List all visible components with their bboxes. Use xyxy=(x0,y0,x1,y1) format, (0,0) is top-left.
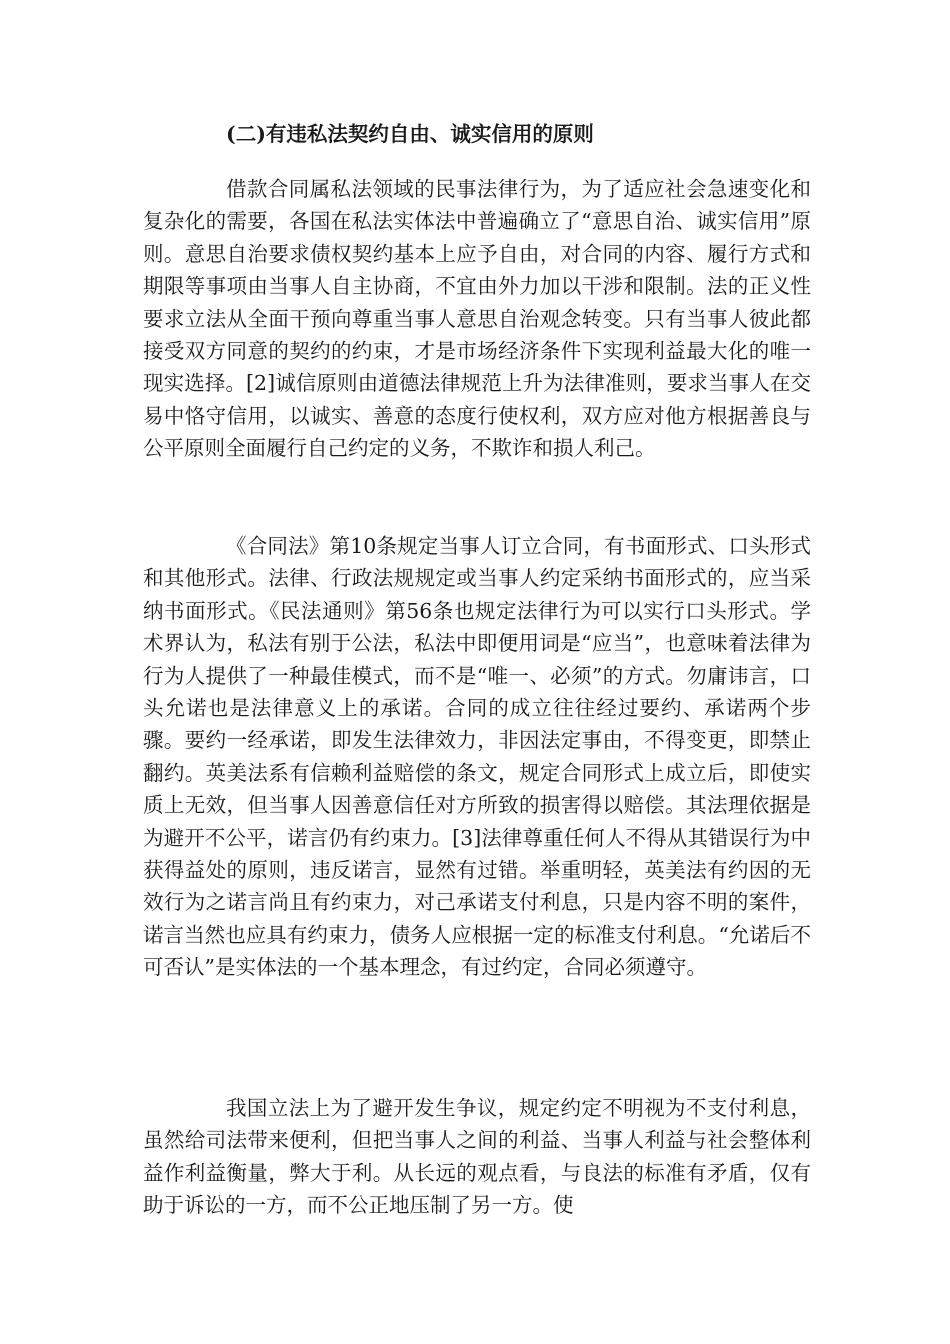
section-heading: (二)有违私法契约自由、诚实信用的原则 xyxy=(226,122,594,146)
paragraph-2: 《合同法》第10条规定当事人订立合同，有书面形式、口头形式和其他形式。法律、行政法规规定或当事人约定采纳书面形式的，应当采纳书面形式。《民法通则》第56条也规定法律行为可以实行口头形式。学术界认为，私法有别于公法，私法中即便用词是“应当”，也意味着法律为行为人提供了一种最佳模式，而不是“唯一、必须”的方式。勿庸讳言，口头允诺也是法律意义上的承诺。合同的成立往往经过要约、承诺两个步骤。要约一经承诺，即发生法律效力，非因法定事由，不得变更，即禁止翻约。英美法系有信赖利益赔偿的条文，规定合同形式上成立后，即使实质上无效，但当事人因善意信任对方所致的损害得以赔偿。其法理依据是为避开不公平，诺言仍有约束力。[3]法律尊重任何人不得从其错误行为中获得益处的原则，违反诺言，显然有过错。举重明轻，英美法有约因的无效行为之诺言尚且有约束力，对己承诺支付利息，只是内容不明的案件，诺言当然也应具有约束力，债务人应根据一定的标准支付利息。“允诺后不可否认”是实体法的一个基本理念，有过约定，合同必须遵守。 xyxy=(143,534,811,980)
paragraph-3: 我国立法上为了避开发生争议，规定约定不明视为不支付利息，虽然给司法带来便利，但把当事人之间的利益、当事人利益与社会整体利益作利益衡量，弊大于利。从长远的观点看，与良法的标准有矛盾，仅有助于诉讼的一方，而不公正地压制了另一方。使 xyxy=(143,1096,811,1218)
paragraph-1: 借款合同属私法领域的民事法律行为，为了适应社会急速变化和复杂化的需要，各国在私法实体法中普遍确立了“意思自治、诚实信用”原则。意思自治要求债权契约基本上应予自由，对合同的内容、履行方式和期限等事项由当事人自主协商，不宜由外力加以干涉和限制。法的正义性要求立法从全面干预向尊重当事人意思自治观念转变。只有当事人彼此都接受双方同意的契约的约束，才是市场经济条件下实现利益最大化的唯一现实选择。[2]诚信原则由道德法律规范上升为法律准则，要求当事人在交易中恪守信用，以诚实、善意的态度行使权利，双方应对他方根据善良与公平原则全面履行自己约定的义务，不欺诈和损人利己。 xyxy=(143,177,811,461)
